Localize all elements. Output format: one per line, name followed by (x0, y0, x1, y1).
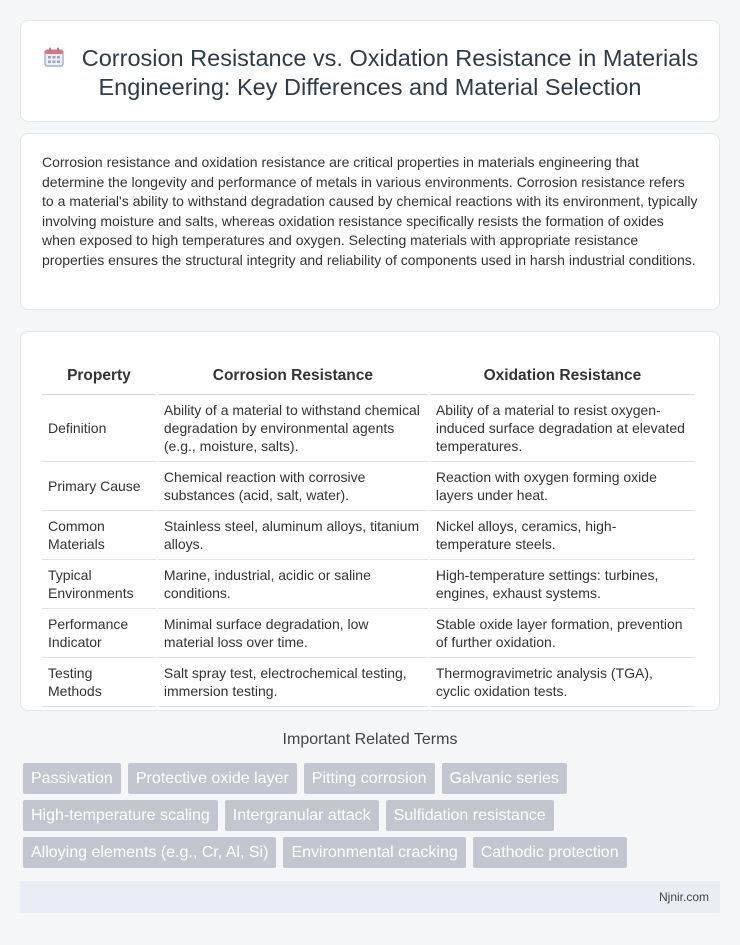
title-card (20, 20, 720, 122)
table-cell-property: Common Materials (42, 511, 156, 560)
tag-row (23, 837, 723, 868)
tag-high-temperature-scaling[interactable]: High-temperature scaling (23, 800, 218, 831)
table-cell-corrosion: Chemical reaction with corrosive substances (acid, salt, water). (158, 462, 428, 511)
table-cell-property: Primary Cause (42, 462, 156, 511)
tag-alloying-elements[interactable]: Alloying elements (e.g., Cr, Al, Si) (23, 837, 276, 868)
tag-intergranular-attack[interactable]: Intergranular attack (225, 800, 379, 831)
table-cell-oxidation: Reaction with oxygen forming oxide layers under heat. (430, 462, 695, 511)
intro-paragraph: Corrosion resistance and oxidation resistance are critical properties in materials engineering that determine the longevity and performance of metals in various environments. Corrosion resistance refers to a material's ability to withstand degradation caused by chemical reactions with its environment, typically involving moisture and salts, whereas oxidation resistance specifically resists the formation of oxides when exposed to high temperatures and oxygen. Selecting materials with appropriate resistance properties ensures the structural integrity and reliability of components used in harsh industrial conditions. (42, 154, 698, 268)
table-cell-corrosion: Salt spray test, electrochemical testing, immersion testing. (158, 658, 428, 707)
table-cell-oxidation: Thermogravimetric analysis (TGA), cyclic oxidation tests. (430, 658, 695, 707)
table-row (42, 609, 695, 658)
table-cell-property: Performance Indicator (42, 609, 156, 658)
table-cell-oxidation: High-temperature settings: turbines, engines, exhaust systems. (430, 560, 695, 609)
table-row (42, 560, 695, 609)
page-title-text: Corrosion Resistance vs. Oxidation Resistance in Materials Engineering: Key Differences and Material Selection (81, 45, 699, 100)
table-cell-property: Definition (42, 395, 156, 462)
column-header-oxidation: Oxidation Resistance (430, 352, 695, 395)
table-cell-corrosion: Marine, industrial, acidic or saline conditions. (158, 560, 428, 609)
tag-passivation[interactable]: Passivation (23, 763, 121, 794)
table-row (42, 511, 695, 560)
related-terms-heading: Important Related Terms (282, 731, 458, 748)
tag-pitting-corrosion[interactable]: Pitting corrosion (304, 763, 435, 794)
intro-card (20, 133, 720, 310)
footer-brand[interactable]: Njnir.com (658, 890, 709, 904)
table-cell-corrosion: Stainless steel, aluminum alloys, titanium alloys. (158, 511, 428, 560)
table-cell-property: Typical Environments (42, 560, 156, 609)
tag-row (23, 763, 723, 794)
calendar-icon (42, 45, 66, 69)
column-header-property: Property (42, 352, 156, 395)
column-header-corrosion: Corrosion Resistance (158, 352, 428, 395)
table-row (42, 395, 695, 462)
comparison-table-card (20, 331, 720, 711)
table-header-row (42, 352, 695, 395)
comparison-table (40, 352, 697, 707)
table-row (42, 462, 695, 511)
tag-cathodic-protection[interactable]: Cathodic protection (473, 837, 627, 868)
table-cell-corrosion: Ability of a material to withstand chemical degradation by environmental agents (e.g., moisture, salts). (158, 395, 428, 462)
page-title (39, 44, 701, 102)
table-cell-corrosion: Minimal surface degradation, low material loss over time. (158, 609, 428, 658)
table-cell-oxidation: Nickel alloys, ceramics, high-temperature steels. (430, 511, 695, 560)
related-terms-list (23, 763, 723, 874)
tag-protective-oxide-layer[interactable]: Protective oxide layer (128, 763, 297, 794)
tag-environmental-cracking[interactable]: Environmental cracking (283, 837, 465, 868)
tag-sulfidation-resistance[interactable]: Sulfidation resistance (386, 800, 554, 831)
footer-bar (20, 881, 720, 913)
tag-galvanic-series[interactable]: Galvanic series (442, 763, 567, 794)
table-cell-oxidation: Stable oxide layer formation, prevention of further oxidation. (430, 609, 695, 658)
table-row (42, 658, 695, 707)
tag-row (23, 800, 723, 831)
table-cell-property: Testing Methods (42, 658, 156, 707)
table-cell-oxidation: Ability of a material to resist oxygen-induced surface degradation at elevated temperatures. (430, 395, 695, 462)
